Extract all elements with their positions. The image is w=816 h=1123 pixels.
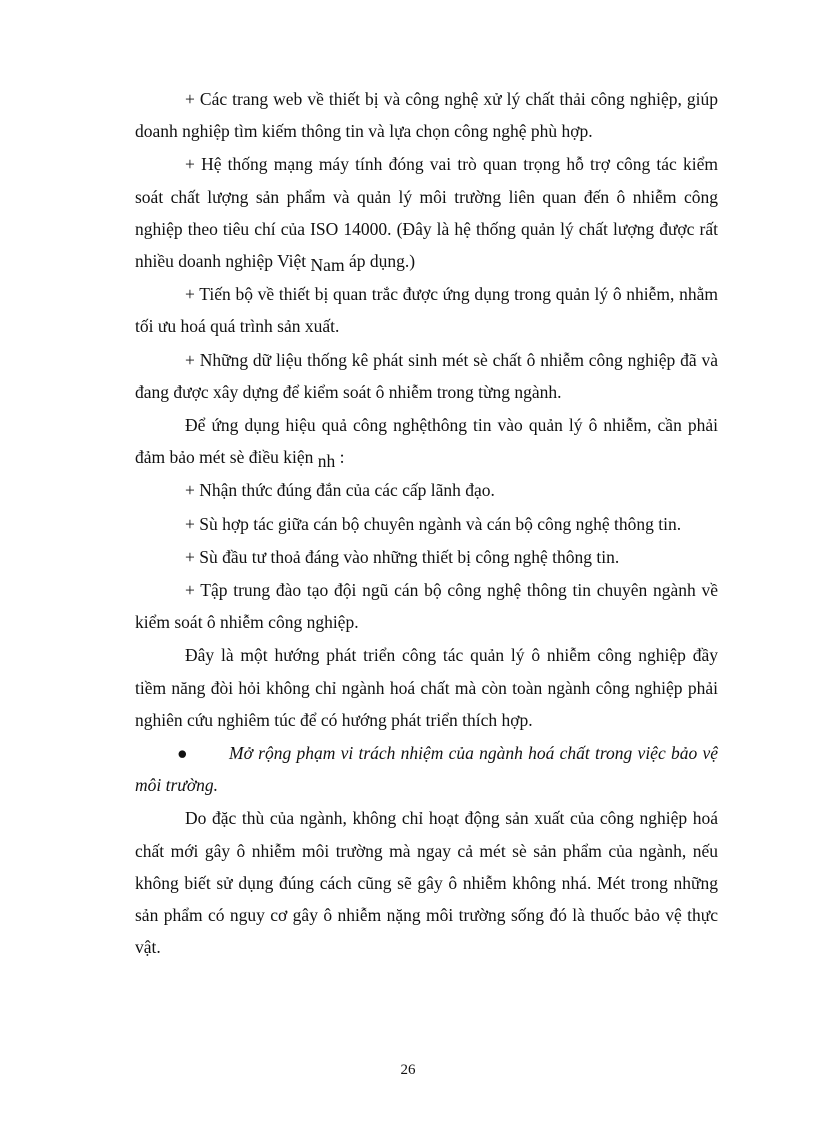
bullet-heading [135, 737, 718, 801]
paragraph-text: + Tập trung đào tạo đội ngũ cán bộ công nghệ thông tin chuyên ngành về kiểm soát ô nhiễm công nghiệp. [135, 580, 718, 633]
paragraph-tail: áp dụng.) [344, 251, 416, 272]
paragraph-statistics [135, 344, 718, 408]
paragraph-text: + Nhận thức đúng đắn của các cấp lãnh đạo. [185, 480, 495, 501]
paragraph-text: + Các trang web về thiết bị và công nghệ xử lý chất thải công nghiệp, giúp doanh nghiệp tìm kiếm thông tin và lựa chọn công nghệ phù hợp. [135, 89, 718, 142]
paragraph-monitoring-equipment [135, 278, 718, 342]
paragraph-training [135, 574, 718, 638]
paragraph-text: Đây là một hướng phát triển công tác quản lý ô nhiễm công nghiệp đầy tiềm năng đòi hỏi không chỉ ngành hoá chất mà còn toàn ngành công nghiệp phải nghiên cứu nghiêm túc để có hướng phát triển thích hợp. [135, 645, 718, 730]
paragraph-chemical-products [135, 802, 718, 963]
paragraph-text: + Hệ thống mạng máy tính đóng vai trò quan trọng hỗ trợ công tác kiểm soát chất lượng sản phẩm và quản lý môi trường liên quan đến ô nhiễm công nghiệp theo tiêu chí của ISO 14000. (Đây là hệ thống quản lý chất lượng được rất nhiều doanh nghiệp Việt [135, 154, 718, 272]
paragraph-tail: : [335, 447, 345, 468]
paragraph-text: + Tiến bộ về thiết bị quan trắc được ứng dụng trong quản lý ô nhiễm, nhằm tối ưu hoá quá trình sản xuất. [135, 284, 718, 337]
paragraph-development-direction [135, 639, 718, 736]
paragraph-conditions-intro [135, 409, 718, 473]
paragraph-text: Để ứng dụng hiệu quả công nghệthông tin vào quản lý ô nhiễm, cần phải đảm bảo mét sè điều kiện [135, 415, 718, 468]
document-body [135, 83, 718, 964]
paragraph-text: + Sù hợp tác giữa cán bộ chuyên ngành và cán bộ công nghệ thông tin. [185, 513, 682, 534]
page-number: 26 [400, 1062, 416, 1078]
bullet-heading-text: Mở rộng phạm vi trách nhiệm của ngành hoá chất trong việc bảo vệ môi trường. [135, 743, 718, 796]
paragraph-web-resources [135, 83, 718, 147]
paragraph-investment [135, 541, 718, 573]
subscript-text: nh [317, 451, 336, 472]
paragraph-leadership-awareness [135, 474, 718, 506]
paragraph-computer-network [135, 148, 718, 277]
paragraph-cooperation [135, 508, 718, 540]
subscript-text: Nam [310, 255, 345, 276]
bullet-icon: ● [177, 743, 188, 764]
paragraph-text: + Những dữ liệu thống kê phát sinh mét sè chất ô nhiễm công nghiệp đã và đang được xây dựng để kiểm soát ô nhiễm trong từng ngành. [135, 349, 718, 402]
paragraph-text: + Sù đầu tư thoả đáng vào những thiết bị công nghệ thông tin. [185, 546, 620, 567]
paragraph-text: Do đặc thù của ngành, không chỉ hoạt động sản xuất của công nghiệp hoá chất mới gây ô nhiễm môi trường mà ngay cả mét sè sản phẩm của ngành, nếu không biết sử dụng đúng cách cũng sẽ gây ô nhiễm không nhá. Mét trong những sản phẩm có nguy cơ gây ô nhiễm nặng môi trường sống đó là thuốc bảo vệ thực vật. [135, 808, 718, 958]
